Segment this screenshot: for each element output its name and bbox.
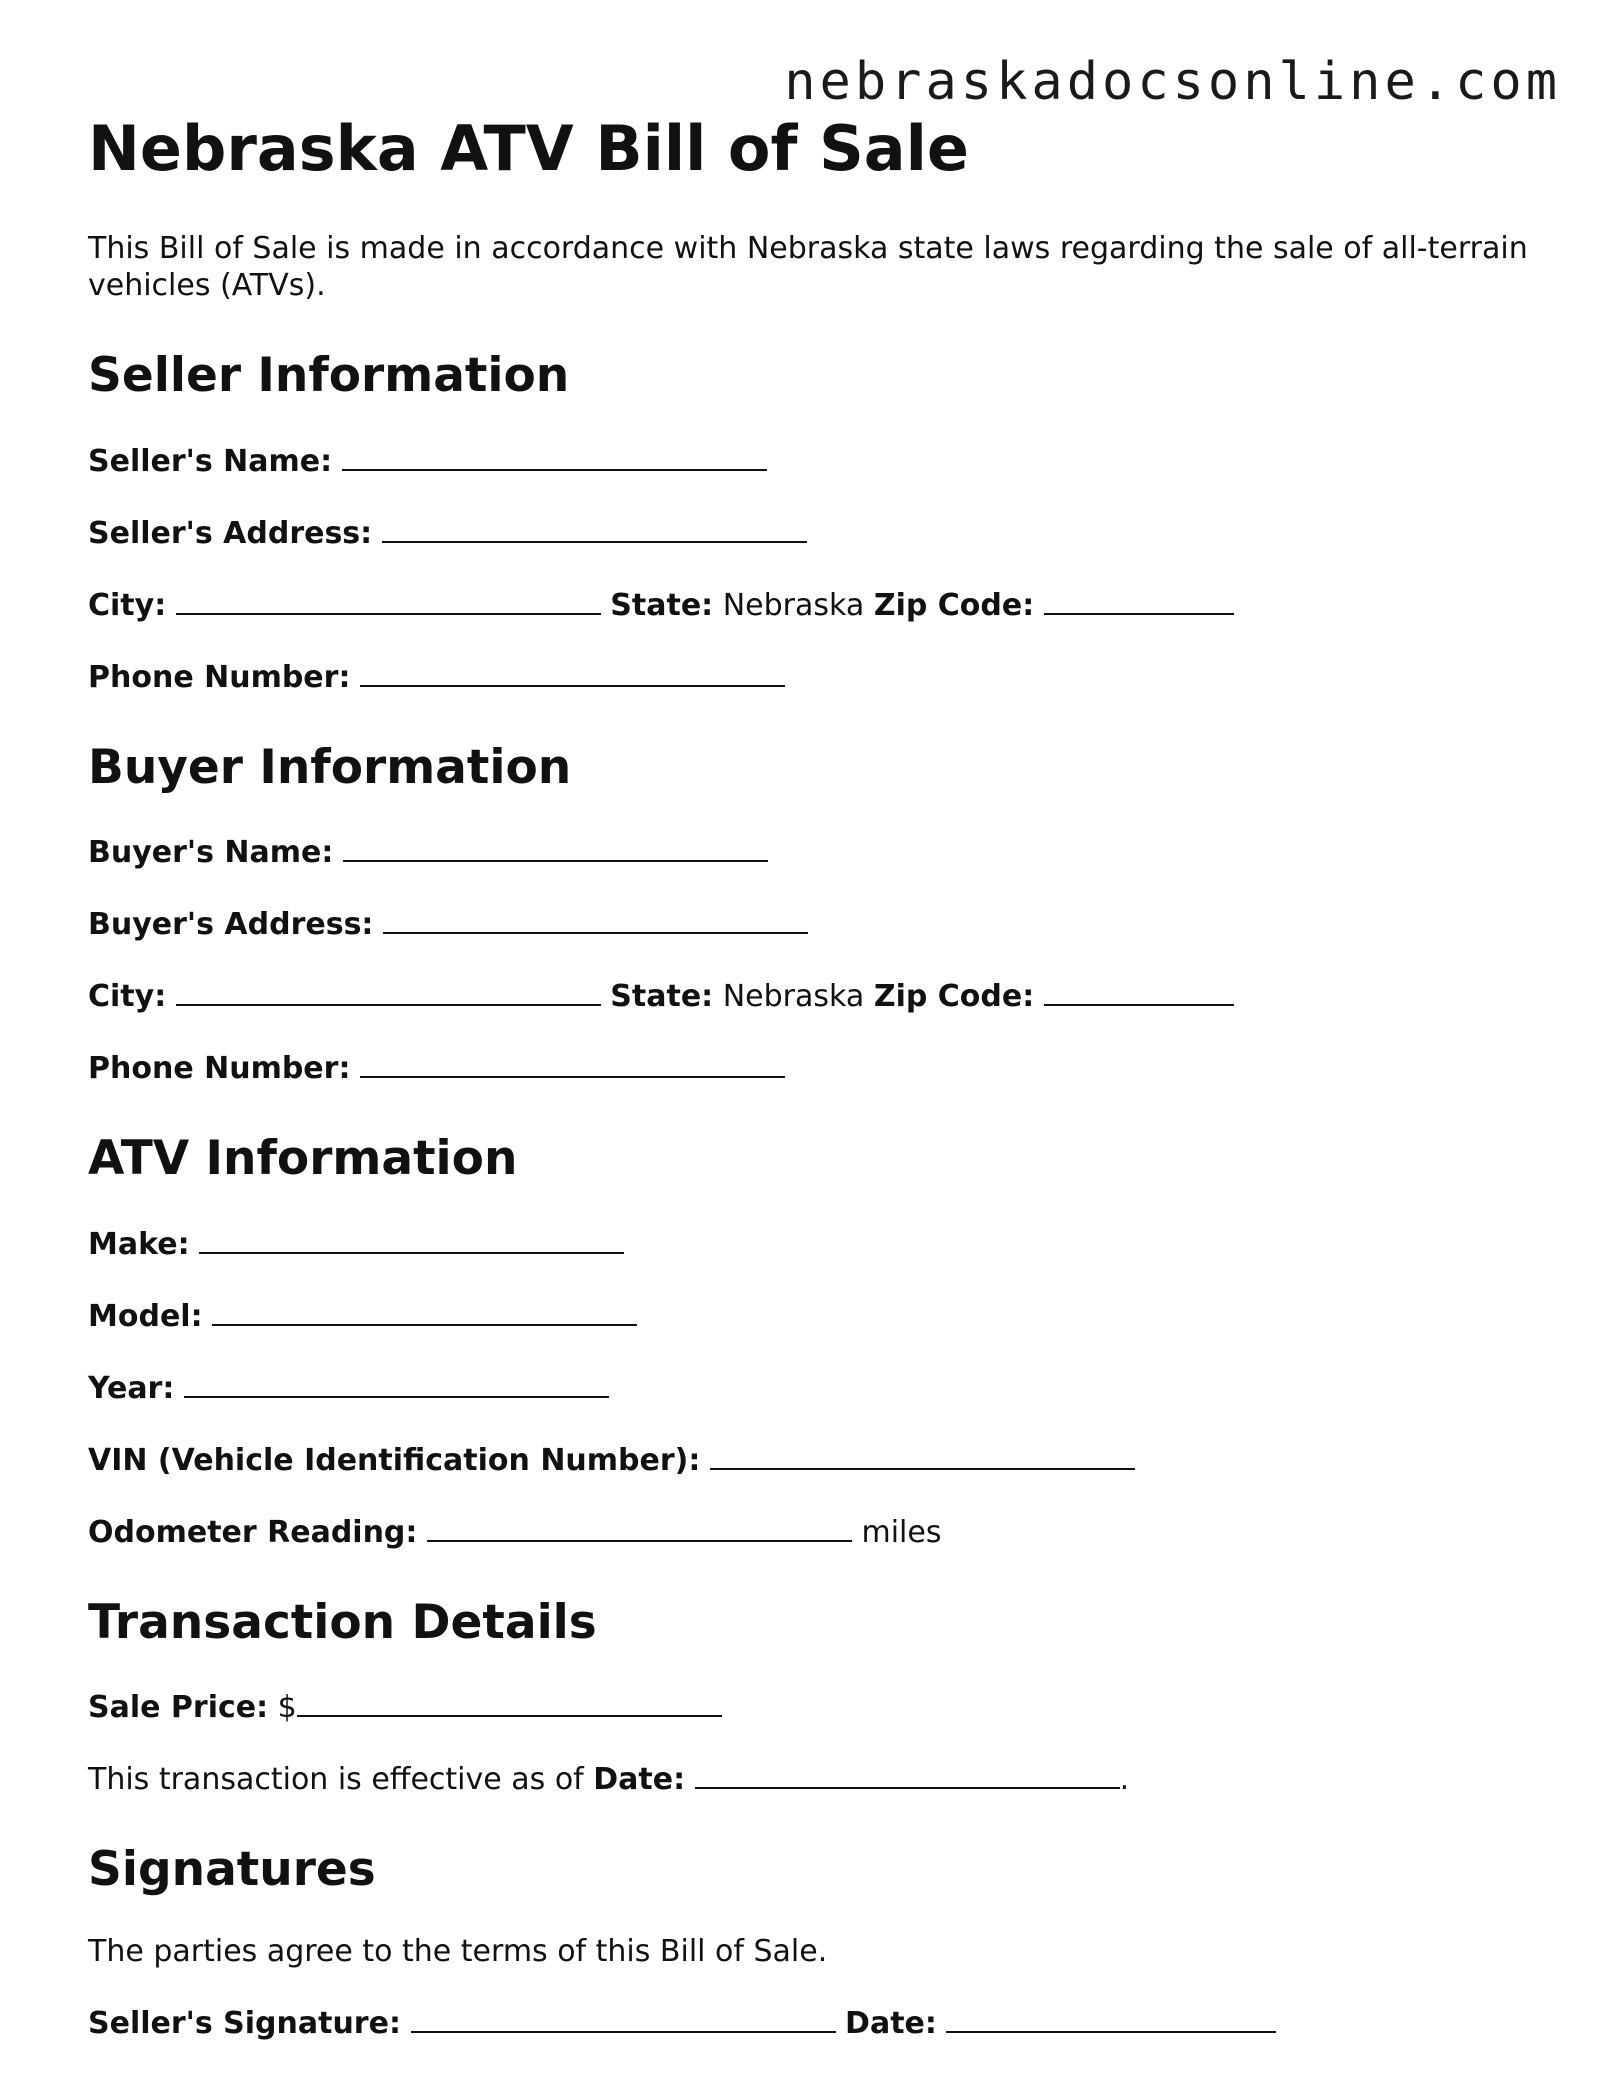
seller-name-label: Seller's Name: xyxy=(88,443,333,479)
seller-city-row xyxy=(88,585,1528,624)
atv-model-label: Model: xyxy=(88,1298,203,1334)
buyer-address-row xyxy=(88,904,1528,943)
watermark: nebraskadocsonline.com xyxy=(784,52,1561,112)
effective-date-row xyxy=(88,1759,1528,1798)
seller-phone-label: Phone Number: xyxy=(88,659,351,695)
atv-odometer-unit: miles xyxy=(861,1514,942,1550)
transaction-heading: Transaction Details xyxy=(88,1594,597,1650)
atv-vin-field[interactable] xyxy=(710,1440,1135,1470)
buyer-phone-field[interactable] xyxy=(360,1048,785,1078)
seller-state-value: Nebraska xyxy=(722,587,865,623)
sale-price-field[interactable] xyxy=(297,1687,722,1717)
atv-year-row xyxy=(88,1368,1528,1407)
seller-zip-field[interactable] xyxy=(1044,585,1234,615)
atv-model-field[interactable] xyxy=(212,1296,637,1326)
atv-odometer-row xyxy=(88,1512,1528,1551)
buyer-address-field[interactable] xyxy=(383,904,808,934)
seller-name-row xyxy=(88,441,1528,480)
seller-address-row xyxy=(88,513,1528,552)
buyer-name-row xyxy=(88,832,1528,871)
atv-vin-row xyxy=(88,1440,1528,1479)
seller-state-label: State: xyxy=(610,587,714,623)
buyer-city-row xyxy=(88,976,1528,1015)
atv-odometer-field[interactable] xyxy=(427,1512,852,1542)
atv-make-field[interactable] xyxy=(199,1224,624,1254)
effective-date-label: Date: xyxy=(593,1761,686,1797)
seller-zip-label: Zip Code: xyxy=(873,587,1035,623)
sale-price-label: Sale Price: xyxy=(88,1689,269,1725)
buyer-state-value: Nebraska xyxy=(722,979,865,1015)
agree-text: The parties agree to the terms of this Bill of Sale. xyxy=(88,1934,828,1970)
atv-make-label: Make: xyxy=(88,1226,190,1262)
atv-vin-label: VIN (Vehicle Identification Number): xyxy=(88,1442,701,1478)
buyer-phone-row xyxy=(88,1048,1528,1087)
buyer-heading: Buyer Information xyxy=(88,739,572,795)
buyer-zip-label: Zip Code: xyxy=(873,979,1035,1015)
buyer-city-label: City: xyxy=(88,979,167,1015)
buyer-city-field[interactable] xyxy=(176,976,601,1006)
signatures-heading: Signatures xyxy=(88,1841,376,1897)
buyer-name-label: Buyer's Name: xyxy=(88,835,334,871)
effective-text: This transaction is effective as of xyxy=(88,1761,584,1797)
buyer-name-field[interactable] xyxy=(343,832,768,862)
seller-heading: Seller Information xyxy=(88,348,570,404)
seller-signature-field[interactable] xyxy=(411,2003,836,2033)
seller-phone-row xyxy=(88,657,1528,696)
seller-name-field[interactable] xyxy=(342,441,767,471)
atv-make-row xyxy=(88,1224,1528,1263)
effective-date-field[interactable] xyxy=(695,1759,1120,1789)
page-title: Nebraska ATV Bill of Sale xyxy=(88,112,969,185)
period: . xyxy=(1119,1761,1130,1797)
buyer-zip-field[interactable] xyxy=(1044,976,1234,1006)
seller-address-label: Seller's Address: xyxy=(88,515,373,551)
buyer-state-label: State: xyxy=(610,979,714,1015)
buyer-phone-label: Phone Number: xyxy=(88,1051,351,1087)
atv-year-field[interactable] xyxy=(184,1368,609,1398)
signature-date-label: Date: xyxy=(845,2006,937,2042)
seller-phone-field[interactable] xyxy=(360,657,785,687)
seller-city-label: City: xyxy=(88,587,167,623)
atv-year-label: Year: xyxy=(88,1370,175,1406)
seller-signature-row xyxy=(88,2003,1528,2042)
buyer-address-label: Buyer's Address: xyxy=(88,907,374,943)
seller-address-field[interactable] xyxy=(382,513,807,543)
intro-paragraph: This Bill of Sale is made in accordance with Nebraska state laws regarding the sale of all-terrain vehicles (ATVs). xyxy=(88,231,1528,304)
atv-odometer-label: Odometer Reading: xyxy=(88,1514,418,1550)
signature-date-field[interactable] xyxy=(946,2003,1276,2033)
atv-heading: ATV Information xyxy=(88,1131,518,1187)
seller-signature-label: Seller's Signature: xyxy=(88,2006,401,2042)
currency-symbol: $ xyxy=(277,1689,297,1725)
atv-model-row xyxy=(88,1296,1528,1335)
sale-price-row xyxy=(88,1687,1528,1726)
document xyxy=(88,112,1528,2075)
seller-city-field[interactable] xyxy=(176,585,601,615)
